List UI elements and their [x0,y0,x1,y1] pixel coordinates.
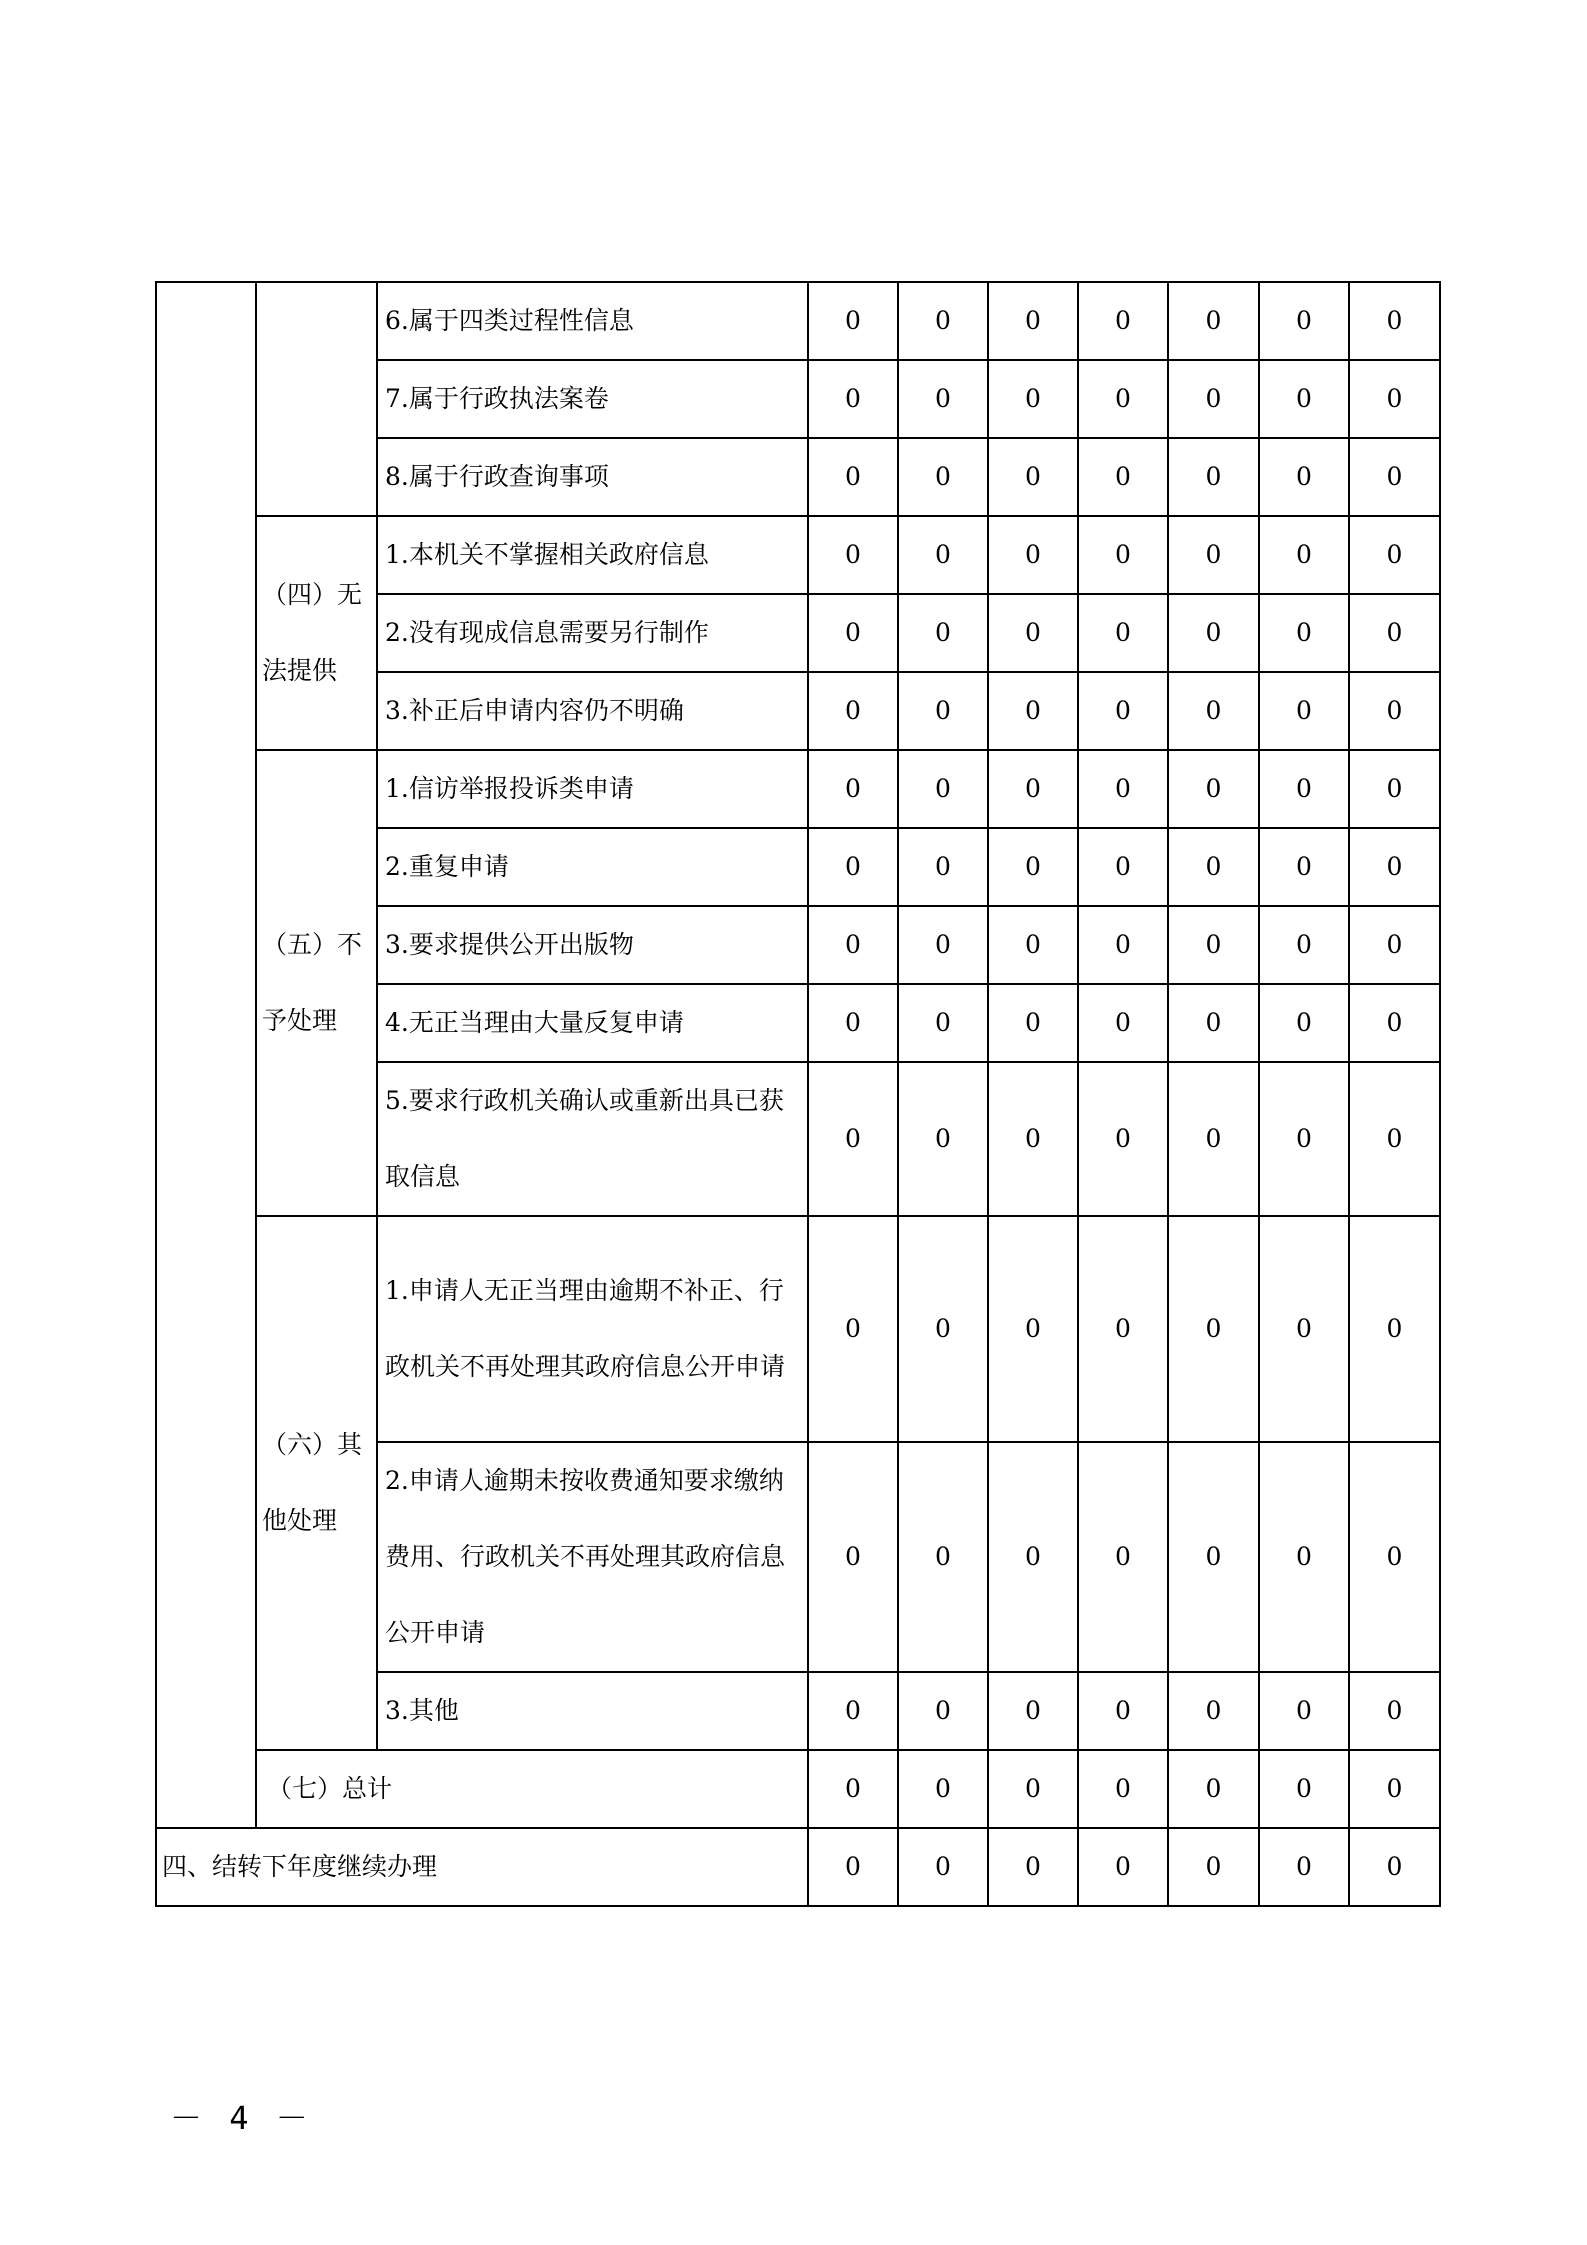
value-cell: 0 [1078,906,1168,984]
value-cell: 0 [1349,1062,1440,1216]
value-cell: 0 [988,906,1078,984]
value-cell: 0 [1168,1216,1259,1442]
value-cell: 0 [1259,984,1349,1062]
value-cell: 0 [1259,1828,1349,1906]
row-label: 1.申请人无正当理由逾期不补正、行政机关不再处理其政府信息公开申请 [377,1216,808,1442]
value-cell: 0 [1078,516,1168,594]
value-cell: 0 [988,516,1078,594]
value-cell: 0 [1078,1672,1168,1750]
value-cell: 0 [898,1442,988,1672]
value-cell: 0 [1349,282,1440,360]
total-label: （七）总计 [256,1750,808,1828]
value-cell: 0 [1259,1750,1349,1828]
value-cell: 0 [1259,438,1349,516]
row-label: 2.没有现成信息需要另行制作 [377,594,808,672]
table-row [156,750,1440,828]
value-cell: 0 [1078,594,1168,672]
value-cell: 0 [808,1672,898,1750]
row-label: 3.补正后申请内容仍不明确 [377,672,808,750]
page-number: － 4 － [170,2099,312,2137]
value-cell: 0 [988,750,1078,828]
value-cell: 0 [1349,516,1440,594]
value-cell: 0 [898,750,988,828]
value-cell: 0 [808,828,898,906]
value-cell: 0 [1349,594,1440,672]
value-cell: 0 [1259,1062,1349,1216]
value-cell: 0 [1168,906,1259,984]
value-cell: 0 [1259,1442,1349,1672]
value-cell: 0 [808,906,898,984]
value-cell: 0 [1078,1216,1168,1442]
value-cell: 0 [1168,1750,1259,1828]
value-cell: 0 [1349,1442,1440,1672]
table-row [156,516,1440,594]
value-cell: 0 [808,1750,898,1828]
value-cell: 0 [898,1216,988,1442]
value-cell: 0 [898,438,988,516]
value-cell: 0 [1078,282,1168,360]
value-cell: 0 [808,1062,898,1216]
value-cell: 0 [988,1750,1078,1828]
value-cell: 0 [1168,1062,1259,1216]
value-cell: 0 [988,1442,1078,1672]
value-cell: 0 [1078,1750,1168,1828]
value-cell: 0 [988,282,1078,360]
value-cell: 0 [1259,750,1349,828]
carryover-row [156,1828,1440,1906]
value-cell: 0 [898,1750,988,1828]
value-cell: 0 [1078,1828,1168,1906]
value-cell: 0 [1259,360,1349,438]
value-cell: 0 [1168,1672,1259,1750]
value-cell: 0 [988,1216,1078,1442]
table-row [156,282,1440,360]
value-cell: 0 [1259,828,1349,906]
row-label: 2.重复申请 [377,828,808,906]
value-cell: 0 [1168,984,1259,1062]
value-cell: 0 [808,282,898,360]
value-cell: 0 [1349,672,1440,750]
statistics-table [155,281,1441,1907]
value-cell: 0 [1168,438,1259,516]
value-cell: 0 [898,360,988,438]
value-cell: 0 [808,360,898,438]
value-cell: 0 [1349,1216,1440,1442]
value-cell: 0 [988,438,1078,516]
category-cell: （四）无法提供 [256,516,377,750]
value-cell: 0 [898,906,988,984]
row-label: 1.信访举报投诉类申请 [377,750,808,828]
value-cell: 0 [808,672,898,750]
value-cell: 0 [1259,516,1349,594]
category-cell [256,282,377,516]
value-cell: 0 [1349,750,1440,828]
value-cell: 0 [808,438,898,516]
row-label: 3.其他 [377,1672,808,1750]
value-cell: 0 [808,594,898,672]
value-cell: 0 [1349,1828,1440,1906]
value-cell: 0 [1349,360,1440,438]
value-cell: 0 [988,360,1078,438]
value-cell: 0 [898,282,988,360]
value-cell: 0 [1259,282,1349,360]
row-label: 7.属于行政执法案卷 [377,360,808,438]
row-label: 6.属于四类过程性信息 [377,282,808,360]
value-cell: 0 [1078,984,1168,1062]
value-cell: 0 [988,1672,1078,1750]
value-cell: 0 [1078,1062,1168,1216]
value-cell: 0 [1168,828,1259,906]
value-cell: 0 [808,516,898,594]
value-cell: 0 [1168,594,1259,672]
row-label: 3.要求提供公开出版物 [377,906,808,984]
value-cell: 0 [898,1062,988,1216]
row-label: 4.无正当理由大量反复申请 [377,984,808,1062]
category-cell: （五）不予处理 [256,750,377,1216]
value-cell: 0 [898,594,988,672]
value-cell: 0 [898,828,988,906]
value-cell: 0 [988,828,1078,906]
value-cell: 0 [1349,828,1440,906]
row-label: 5.要求行政机关确认或重新出具已获取信息 [377,1062,808,1216]
table-row [156,1216,1440,1442]
value-cell: 0 [808,1828,898,1906]
value-cell: 0 [1168,750,1259,828]
value-cell: 0 [1349,1672,1440,1750]
total-row [156,1750,1440,1828]
value-cell: 0 [988,1828,1078,1906]
value-cell: 0 [1168,360,1259,438]
outer-category-cell [156,282,256,1828]
value-cell: 0 [808,984,898,1062]
value-cell: 0 [1349,906,1440,984]
value-cell: 0 [988,1062,1078,1216]
value-cell: 0 [1259,906,1349,984]
row-label: 8.属于行政查询事项 [377,438,808,516]
value-cell: 0 [1349,984,1440,1062]
carryover-label: 四、结转下年度继续办理 [156,1828,808,1906]
value-cell: 0 [1349,438,1440,516]
value-cell: 0 [1168,1442,1259,1672]
value-cell: 0 [1078,672,1168,750]
value-cell: 0 [898,1672,988,1750]
value-cell: 0 [988,984,1078,1062]
value-cell: 0 [1168,516,1259,594]
value-cell: 0 [1259,594,1349,672]
value-cell: 0 [1168,672,1259,750]
value-cell: 0 [1168,1828,1259,1906]
value-cell: 0 [1078,360,1168,438]
value-cell: 0 [1259,1216,1349,1442]
value-cell: 0 [1078,438,1168,516]
value-cell: 0 [988,594,1078,672]
row-label: 1.本机关不掌握相关政府信息 [377,516,808,594]
value-cell: 0 [808,1216,898,1442]
value-cell: 0 [1259,1672,1349,1750]
value-cell: 0 [1259,672,1349,750]
value-cell: 0 [808,1442,898,1672]
value-cell: 0 [1349,1750,1440,1828]
row-label: 2.申请人逾期未按收费通知要求缴纳费用、行政机关不再处理其政府信息公开申请 [377,1442,808,1672]
value-cell: 0 [898,516,988,594]
value-cell: 0 [1078,1442,1168,1672]
value-cell: 0 [808,750,898,828]
value-cell: 0 [1078,828,1168,906]
value-cell: 0 [898,984,988,1062]
value-cell: 0 [898,672,988,750]
category-cell: （六）其他处理 [256,1216,377,1750]
value-cell: 0 [988,672,1078,750]
value-cell: 0 [1168,282,1259,360]
value-cell: 0 [1078,750,1168,828]
value-cell: 0 [898,1828,988,1906]
